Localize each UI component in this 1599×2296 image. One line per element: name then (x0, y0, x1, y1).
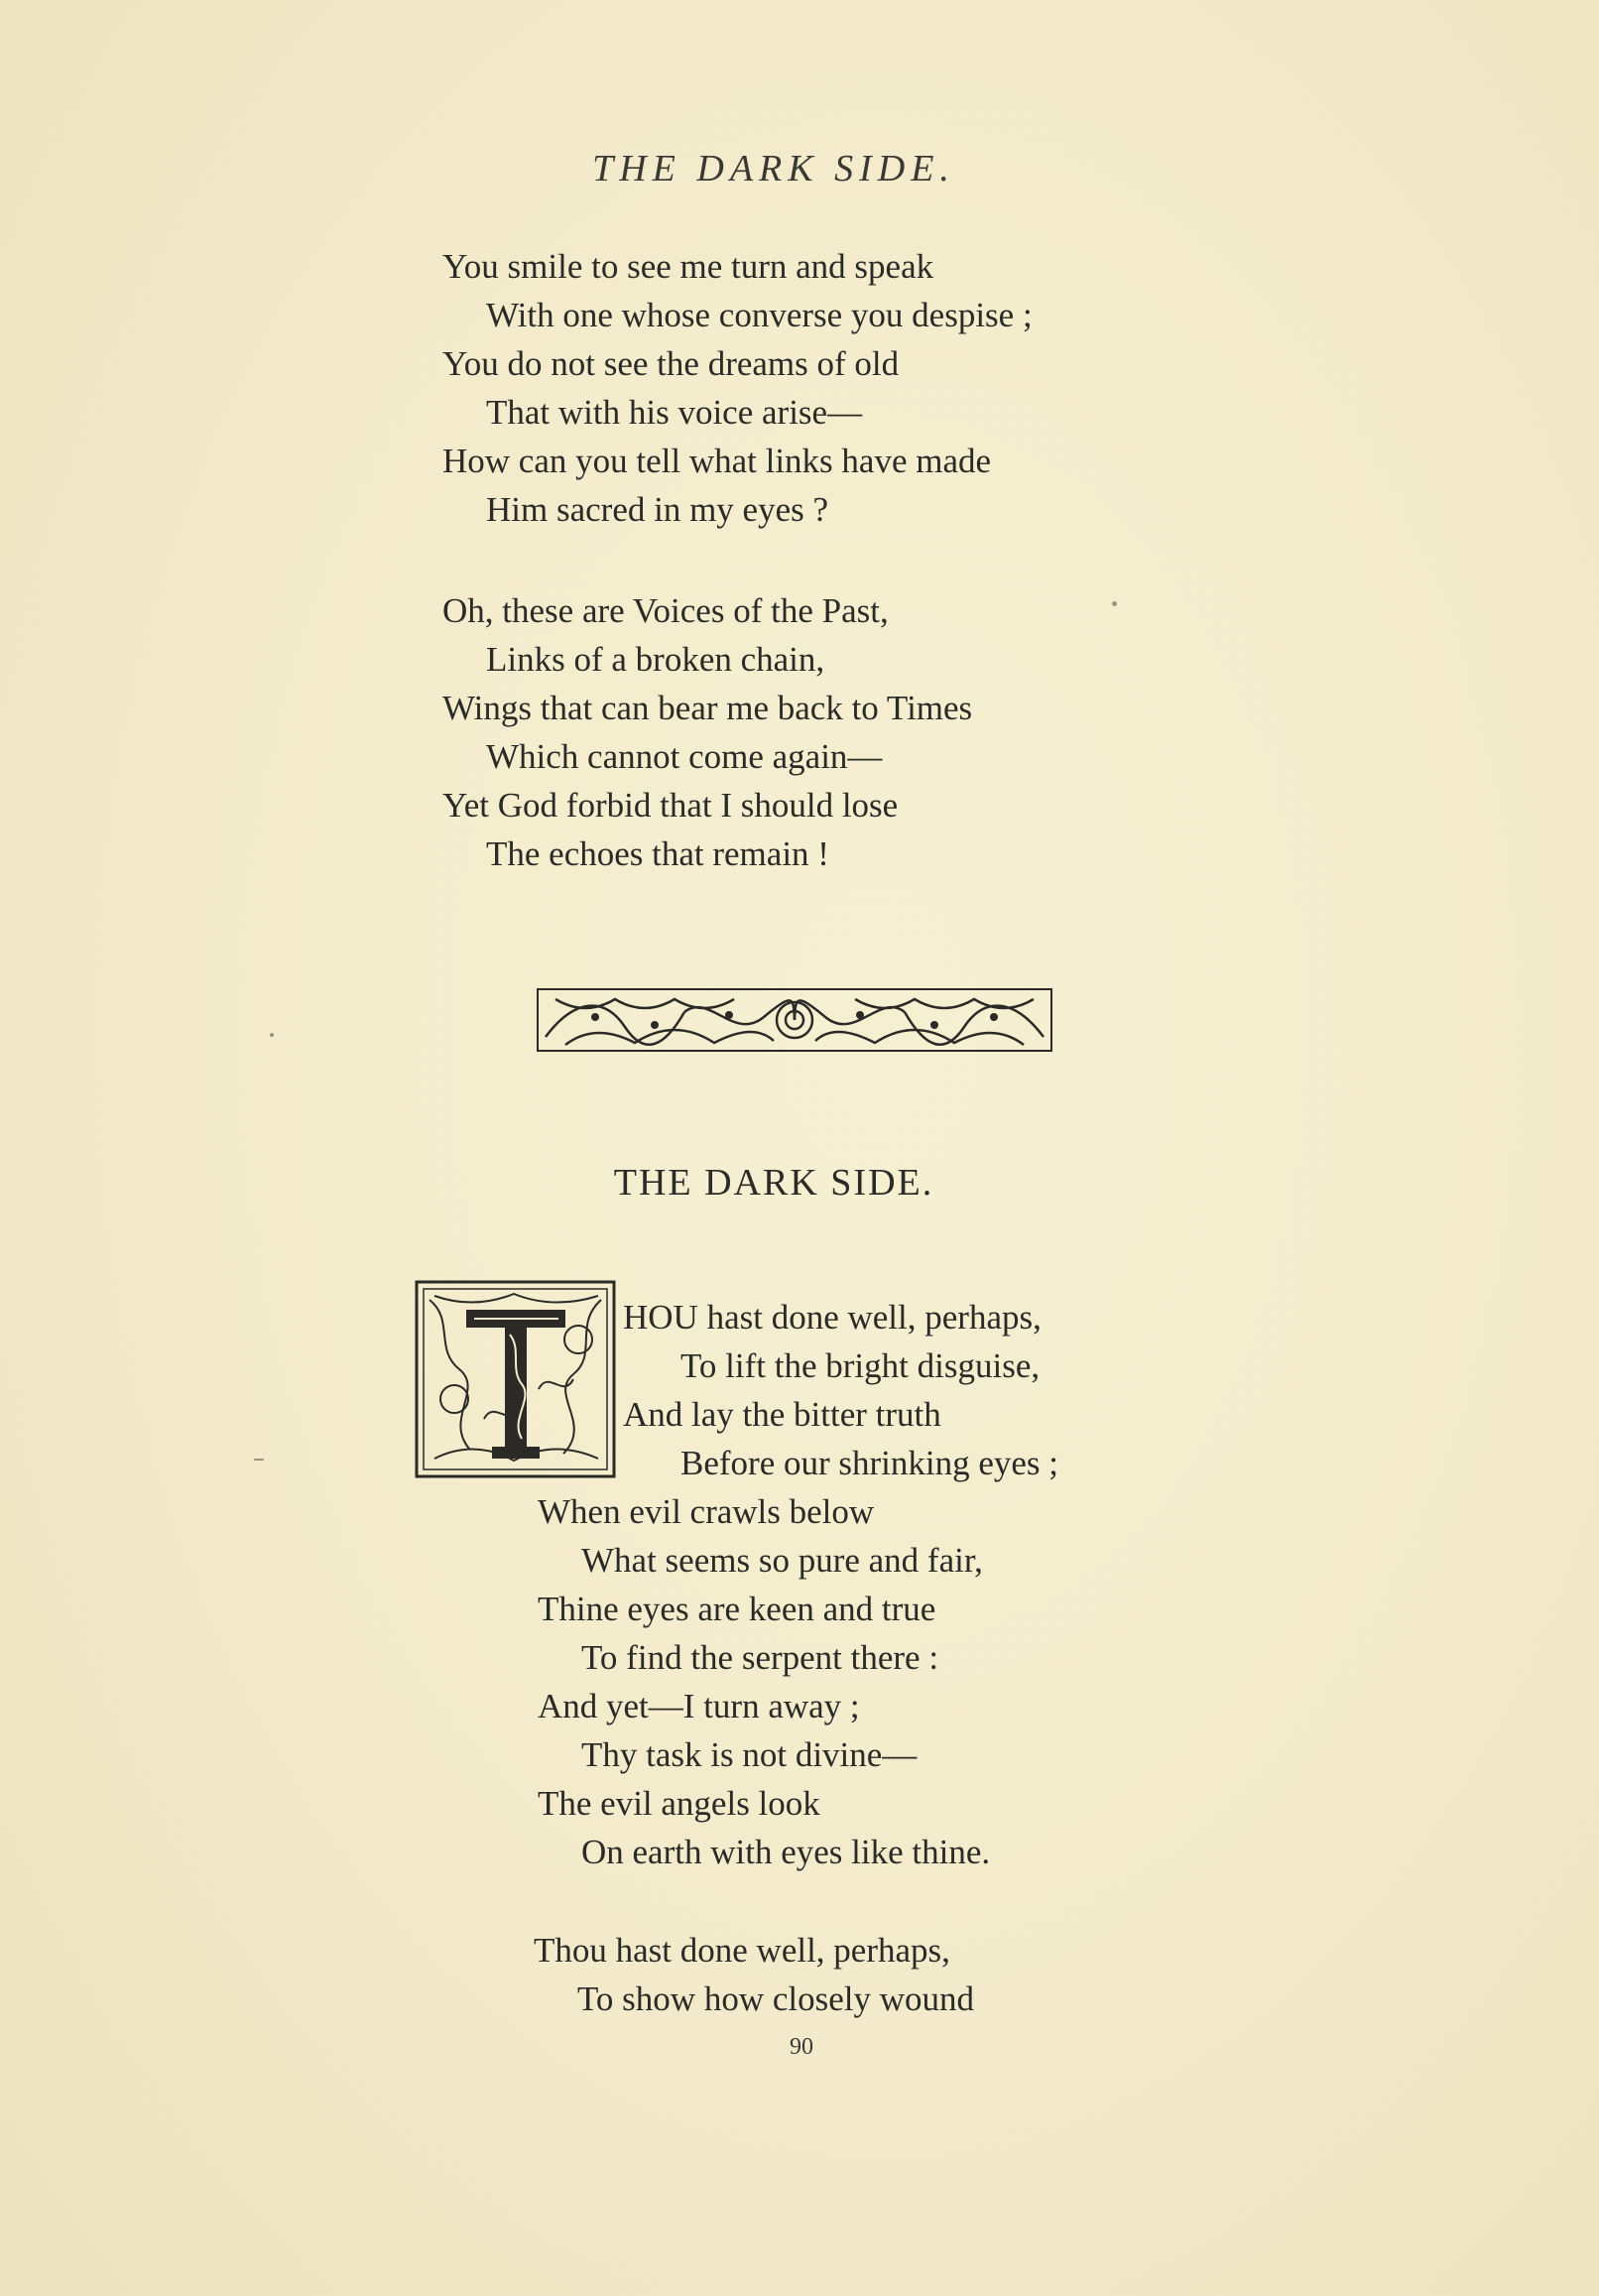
verse-line: Thou hast done well, perhaps, (534, 1931, 950, 1970)
verse-line: Thine eyes are keen and true (538, 1590, 936, 1628)
verse-line: Oh, these are Voices of the Past, (442, 591, 889, 630)
stanza-3-rest (538, 1487, 990, 1876)
stanza-3-beside-cap (623, 1293, 1058, 1487)
paper-speck (1112, 601, 1117, 606)
drop-cap-ornament-icon (415, 1280, 616, 1478)
stanza-4 (534, 1926, 974, 2023)
verse-line: To lift the bright disguise, (680, 1346, 1041, 1385)
verse-line: Links of a broken chain, (486, 640, 825, 679)
page-number: 90 (790, 2034, 813, 2060)
verse-line: HOU hast done well, perhaps, (623, 1298, 1042, 1337)
verse-line: And yet—I turn away ; (538, 1687, 860, 1725)
verse-line: How can you tell what links have made (442, 442, 992, 480)
drop-cap (415, 1280, 616, 1478)
verse-line: To find the serpent there : (581, 1638, 939, 1677)
verse-line: The evil angels look (538, 1784, 820, 1823)
verse-line: And lay the bitter truth (623, 1395, 941, 1434)
stanza-1 (442, 242, 1033, 534)
verse-line: That with his voice arise— (486, 393, 863, 432)
verse-line: You do not see the dreams of old (442, 344, 900, 383)
verse-line: Him sacred in my eyes ? (486, 490, 829, 529)
verse-line: Wings that can bear me back to Times (442, 689, 973, 727)
verse-line: When evil crawls below (538, 1492, 875, 1531)
paper-speck (254, 1459, 264, 1461)
stanza-2 (442, 586, 972, 878)
verse-line: What seems so pure and fair, (581, 1541, 983, 1580)
verse-line: Before our shrinking eyes ; (680, 1444, 1059, 1482)
verse-line: With one whose converse you despise ; (486, 296, 1033, 334)
verse-line: The echoes that remain ! (486, 834, 829, 873)
section-title: THE DARK SIDE. (613, 1162, 934, 1204)
verse-line: On earth with eyes like thine. (581, 1833, 991, 1871)
verse-line: Which cannot come again— (486, 737, 883, 776)
decorative-ornament-icon (536, 987, 1053, 1053)
paper-speck (270, 1033, 274, 1037)
verse-line: Yet God forbid that I should lose (442, 786, 899, 825)
verse-line: To show how closely wound (577, 1979, 975, 2018)
running-head: THE DARK SIDE. (592, 148, 955, 190)
verse-line: Thy task is not divine— (581, 1735, 918, 1774)
verse-line: You smile to see me turn and speak (442, 247, 934, 286)
